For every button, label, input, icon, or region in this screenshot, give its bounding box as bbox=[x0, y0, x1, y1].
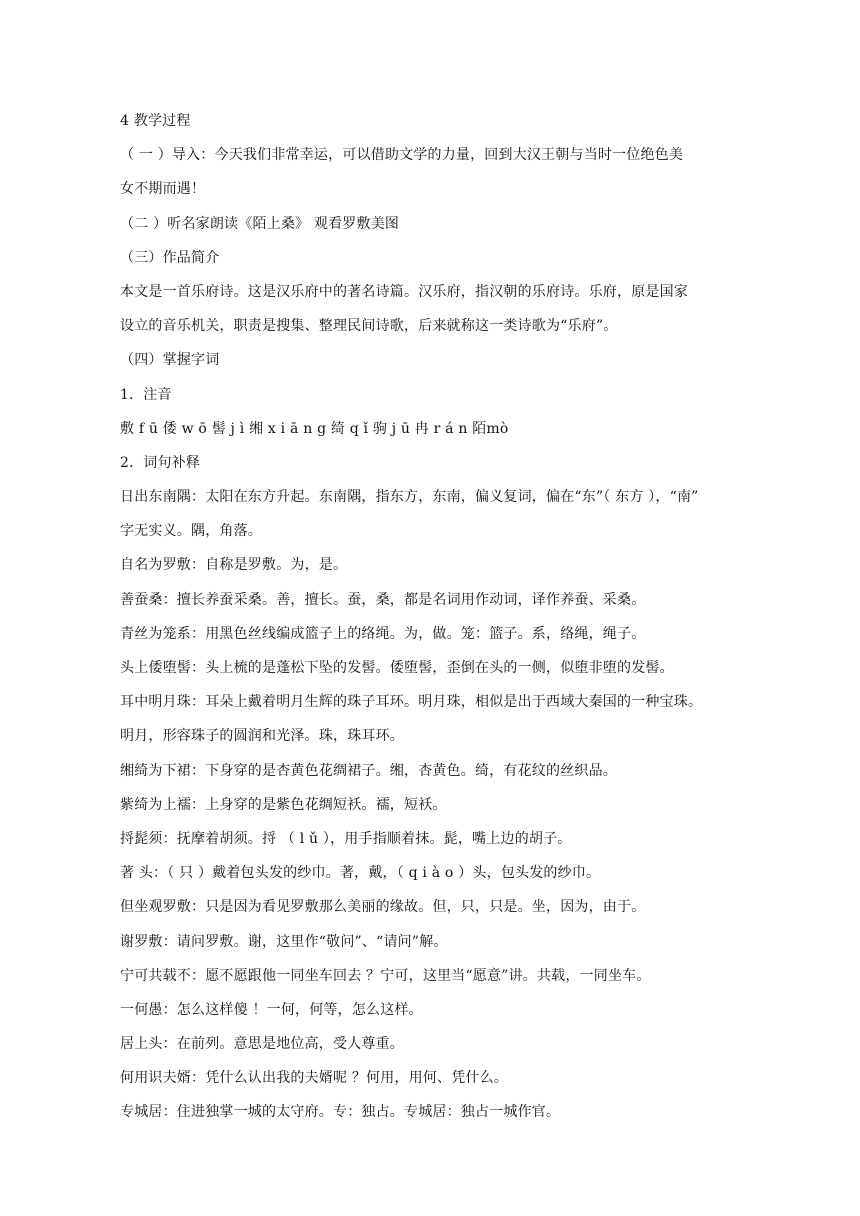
definition-line: 居上头：在前列。意思是地位高，受人尊重。 bbox=[120, 1036, 404, 1053]
definition-line: 耳中明月珠：耳朵上戴着明月生辉的珠子耳环。明月珠，相似是出于西域大秦国的一种宝珠。 bbox=[120, 694, 703, 711]
definition-line: 明月，形容珠子的圆润和光泽。珠，珠耳环。 bbox=[120, 728, 404, 745]
definition-line: 青丝为笼系：用黑色丝线编成篮子上的络绳。为，做。笼：篮子。系，络绳，绳子。 bbox=[120, 625, 646, 642]
definition-line: 善蚕桑：擅长养蚕采桑。善，擅长。蚕，桑，都是名词用作动词，译作养蚕、采桑。 bbox=[120, 591, 646, 608]
definition-line: 捋髭须：抚摩着胡须。捋 （ l ǔ ），用手指顺着抹。髭，嘴上边的胡子。 bbox=[120, 830, 572, 847]
definition-line: 日出东南隅：太阳在东方升起。东南隅，指东方，东南，偏义复词，偏在“东”（ 东方 ），“南” bbox=[120, 489, 699, 506]
definition-line: 但坐观罗敷：只是因为看见罗敷那么美丽的缘故。但，只，只是。坐，因为，由于。 bbox=[120, 899, 646, 916]
pinyin-line: 敷 f ū 倭 w ō 髻 j ì 缃 x i ā n g 绮 q ǐ 驹 j ū 冉 r á n 陌mò bbox=[120, 420, 509, 437]
section-heading: 4 教学过程 bbox=[120, 113, 191, 129]
paragraph-line: 本文是一首乐府诗。这是汉乐府中的著名诗篇。汉乐府，指汉朝的乐府诗。乐府，原是国家 bbox=[120, 283, 688, 300]
paragraph-line: （二 ）听名家朗读《陌上桑》 观看罗敷美图 bbox=[120, 215, 400, 232]
definition-line: 自名为罗敷：自称是罗敷。为，是。 bbox=[120, 557, 348, 574]
subsection-heading: （三）作品简介 bbox=[120, 249, 220, 266]
subsection-heading: （四）掌握字词 bbox=[120, 352, 220, 369]
definition-line: 紫绮为上襦：上身穿的是紫色花绸短袄。襦，短袄。 bbox=[120, 796, 447, 813]
list-heading: 2．词句补释 bbox=[120, 454, 201, 471]
paragraph-line: （ 一 ）导入：今天我们非常幸运，可以借助文学的力量，回到大汉王朝与当时一位绝色美 bbox=[120, 147, 684, 164]
definition-line: 缃绮为下裙：下身穿的是杏黄色花绸裙子。缃，杏黄色。绮，有花纹的丝织品。 bbox=[120, 762, 617, 779]
definition-line: 何用识夫婿：凭什么认出我的夫婿呢 ？何用，用何、凭什么。 bbox=[120, 1070, 509, 1087]
definition-line: 专城居：住进独掌一城的太守府。专：独占。专城居：独占一城作官。 bbox=[120, 1104, 561, 1121]
definition-line: 字无实义。隅，角落。 bbox=[120, 523, 262, 540]
paragraph-line: 设立的音乐机关，职责是搜集、整理民间诗歌，后来就称这一类诗歌为“乐府”。 bbox=[120, 318, 618, 335]
definition-line: 宁可共载不：愿不愿跟他一同坐车回去 ？宁可，这里当“愿意”讲。共载，一同坐车。 bbox=[120, 967, 651, 984]
paragraph-line: 女不期而遇！ bbox=[120, 181, 206, 198]
definition-line: 谢罗敷：请问罗敷。谢，这里作“敬问”、“请问”解。 bbox=[120, 933, 448, 950]
document-page bbox=[120, 110, 750, 1136]
definition-line: 著 头：（ 只 ）戴着包头发的纱巾。著，戴，（ q i à o ）头，包头发的纱巾。 bbox=[120, 865, 601, 882]
definition-line: 头上倭堕髻：头上梳的是蓬松下坠的发髻。倭堕髻，歪倒在头的一侧，似堕非堕的发髻。 bbox=[120, 660, 674, 676]
definition-line: 一何愚：怎么这样傻 ！一何，何等，怎么这样。 bbox=[120, 1001, 423, 1018]
list-heading: 1．注音 bbox=[120, 386, 172, 403]
